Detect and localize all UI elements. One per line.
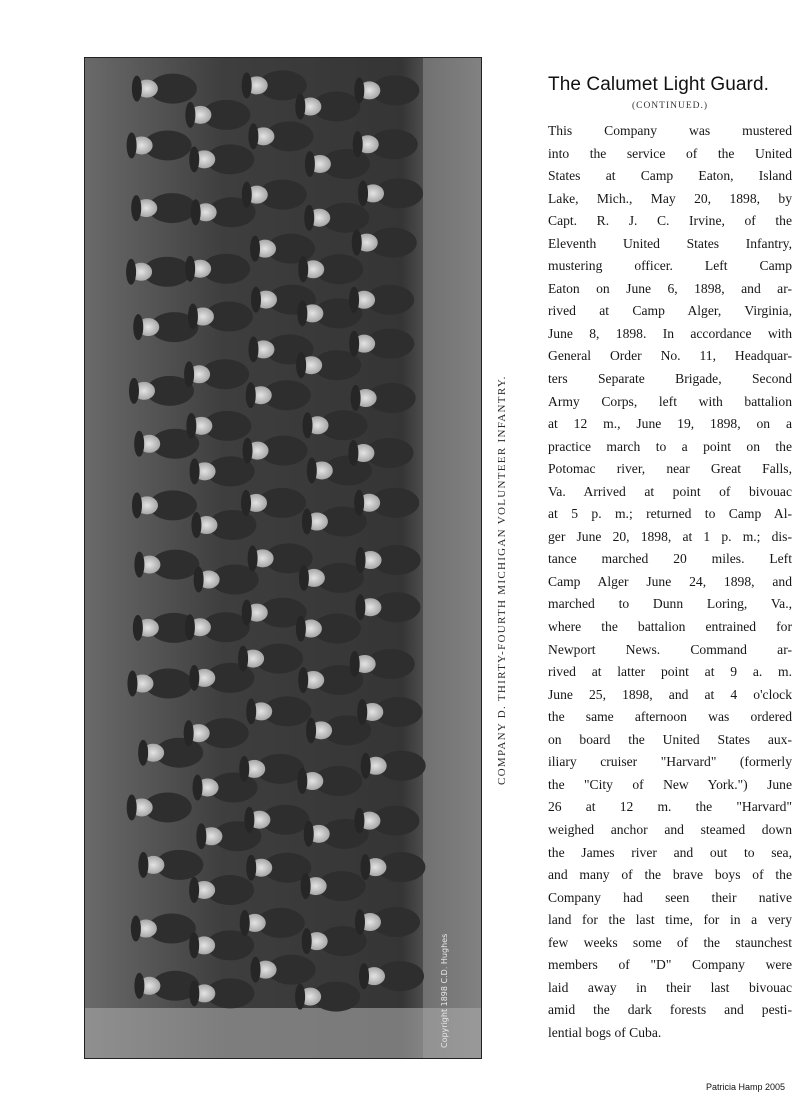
soldier-hat: [297, 768, 307, 794]
soldier-hat: [188, 304, 198, 330]
soldier-hat: [354, 490, 364, 516]
article-line: laid away in their last bivouac: [548, 979, 792, 995]
soldier-hat: [190, 458, 200, 484]
soldier-hat: [132, 492, 142, 518]
photo-caption: COMPANY D. THIRTY-FOURTH MICHIGAN VOLUNTEER INFANTRY.: [496, 375, 508, 785]
soldier-hat: [307, 457, 317, 483]
soldier-hat: [185, 256, 195, 282]
article-line: Camp Alger June 24, 1898, and: [548, 573, 792, 589]
article-line: members of "D" Company were: [548, 957, 792, 973]
soldier-hat: [242, 72, 252, 98]
soldier-hat: [126, 259, 136, 285]
company-group-photograph: [84, 57, 482, 1059]
article-title: The Calumet Light Guard.: [548, 74, 770, 95]
soldier-hat: [248, 336, 258, 362]
soldier-hat: [238, 646, 248, 672]
article-line: Capt. R. J. C. Irvine, of the: [548, 213, 792, 229]
soldier-hat: [355, 594, 365, 620]
article-line: Va. Arrived at point of bivouac: [548, 483, 792, 499]
soldier-hat: [304, 821, 314, 847]
article-line: Potomac river, near Great Falls,: [548, 461, 792, 477]
article-line: Lake, Mich., May 20, 1898, by: [548, 190, 792, 206]
article-line: the James river and out to sea,: [548, 844, 792, 860]
soldier-hat: [352, 230, 362, 256]
soldier-hat: [185, 102, 195, 128]
soldier-hat: [354, 808, 364, 834]
soldier-hat: [186, 413, 196, 439]
soldier-hat: [131, 195, 141, 221]
photo-ground: [423, 58, 481, 1058]
soldier-hat: [189, 665, 199, 691]
soldier-hat: [295, 984, 305, 1010]
soldier-hat: [191, 512, 201, 538]
article-line: General Order No. 11, Headquar-: [548, 348, 792, 364]
article-line: ters Separate Brigade, Second: [548, 371, 792, 387]
soldier-hat: [296, 616, 306, 642]
article-line: June 25, 1898, and at 4 o'clock: [548, 686, 792, 702]
article-line: rived at Camp Alger, Virginia,: [548, 303, 792, 319]
soldier-hat: [134, 973, 144, 999]
soldier-hat: [242, 600, 252, 626]
soldier-hat: [248, 123, 258, 149]
soldier-hat: [359, 963, 369, 989]
article-body: [548, 120, 792, 1044]
photograph-artwork: [85, 58, 481, 1058]
soldier-hat: [189, 146, 199, 172]
article-line: and many of the brave boys of the: [548, 867, 792, 883]
article-line: on board the United States aux-: [548, 731, 792, 747]
soldier-hat: [127, 794, 137, 820]
soldier-hat: [357, 699, 367, 725]
article-line: Eaton on June 6, 1898, and ar-: [548, 280, 792, 296]
soldier-hat: [184, 361, 194, 387]
soldier-hat: [239, 756, 249, 782]
soldier-hat: [246, 855, 256, 881]
soldier-hat: [244, 807, 254, 833]
article-line: ger June 20, 1898, at 1 p. m.; dis-: [548, 528, 792, 544]
soldier-hat: [242, 182, 252, 208]
soldier-hat: [358, 180, 368, 206]
article-line: iliary cruiser "Harvard" (formerly: [548, 754, 792, 770]
soldier-hat: [251, 957, 261, 983]
article-line: 26 at 12 m. the "Harvard": [548, 799, 792, 815]
soldier-hat: [134, 431, 144, 457]
soldier-hat: [296, 352, 306, 378]
article-line: at 12 m., June 19, 1898, on a: [548, 416, 792, 432]
article-line: tance marched 20 miles. Left: [548, 551, 792, 567]
soldier-hat: [298, 667, 308, 693]
soldier-hat: [299, 565, 309, 591]
article-line: amid the dark forests and pesti-: [548, 1002, 792, 1018]
photo-foreground: [85, 1008, 481, 1058]
soldier-hat: [354, 77, 364, 103]
soldier-hat: [189, 877, 199, 903]
soldier-hat: [295, 94, 305, 120]
soldier-hat: [350, 651, 360, 677]
soldier-hat: [349, 287, 359, 313]
credit-note: Patricia Hamp 2005: [706, 1082, 786, 1092]
article-line: lential bogs of Cuba.: [548, 1024, 662, 1040]
article-line: This Company was mustered: [548, 123, 792, 138]
article-line: mustering officer. Left Camp: [548, 258, 792, 274]
soldier-hat: [304, 205, 314, 231]
soldier-hat: [301, 873, 311, 899]
soldier-hat: [355, 909, 365, 935]
soldier-hat: [348, 440, 358, 466]
soldier-hat: [297, 300, 307, 326]
soldier-hat: [189, 980, 199, 1006]
soldier-hat: [132, 76, 142, 102]
soldier-hat: [246, 382, 256, 408]
soldier-hat: [302, 928, 312, 954]
soldier-hat: [302, 509, 312, 535]
soldier-hat: [131, 916, 141, 942]
soldier-hat: [241, 490, 251, 516]
soldier-hat: [191, 199, 201, 225]
soldier-hat: [189, 932, 199, 958]
article-line: weighed anchor and steamed down: [548, 821, 792, 837]
soldier-hat: [134, 552, 144, 578]
soldier-hat: [184, 720, 194, 746]
article-line: Company had seen their native: [548, 889, 792, 905]
article-line: Newport News. Command ar-: [548, 641, 792, 657]
soldier-hat: [250, 236, 260, 262]
soldier-hat: [133, 314, 143, 340]
soldier-hat: [243, 438, 253, 464]
article-line: marched to Dunn Loring, Va.,: [548, 596, 792, 612]
soldier-hat: [127, 671, 137, 697]
soldier-hat: [349, 331, 359, 357]
soldier-hat: [361, 753, 371, 779]
article-line: into the service of the United: [548, 145, 792, 161]
soldier-hat: [193, 774, 203, 800]
soldier-hat: [353, 131, 363, 157]
article-line: practice march to a point on the: [548, 438, 792, 454]
soldier-hat: [303, 412, 313, 438]
continued-label: (CONTINUED.): [631, 101, 709, 111]
soldier-hat: [246, 698, 256, 724]
photo-stamp: Copyright 1898 C.D. Hughes: [440, 933, 449, 1048]
soldier-hat: [194, 567, 204, 593]
soldier-hat: [240, 910, 250, 936]
article-line: land for the last time, for in a very: [548, 912, 792, 928]
article-line: the "City of New York.") June: [548, 776, 792, 792]
soldier-hat: [351, 385, 361, 411]
article-line: June 8, 1898. In accordance with: [548, 325, 792, 341]
soldier-hat: [306, 717, 316, 743]
article-line: where the battalion entrained for: [548, 619, 792, 635]
soldier-hat: [196, 823, 206, 849]
soldier-hat: [298, 256, 308, 282]
article-line: States at Camp Eaton, Island: [548, 168, 792, 184]
soldier-hat: [251, 287, 261, 313]
article-line: few weeks some of the staunchest: [548, 934, 792, 950]
article-line: the same afternoon was ordered: [548, 709, 792, 725]
soldier-hat: [356, 547, 366, 573]
article-line: at 5 p. m.; returned to Camp Al-: [548, 506, 792, 522]
article: [548, 74, 792, 1044]
article-line: Army Corps, left with battalion: [548, 393, 792, 409]
soldier-hat: [127, 132, 137, 158]
soldier-hat: [248, 545, 258, 571]
soldier-hat: [305, 151, 315, 177]
article-line: rived at latter point at 9 a. m.: [548, 664, 792, 680]
soldier-hat: [133, 615, 143, 641]
article-line: Eleventh United States Infantry,: [548, 235, 792, 251]
soldier-hat: [138, 852, 148, 878]
soldier-hat: [129, 378, 139, 404]
soldier-hat: [360, 854, 370, 880]
soldier-hat: [138, 740, 148, 766]
soldier-hat: [185, 614, 195, 640]
